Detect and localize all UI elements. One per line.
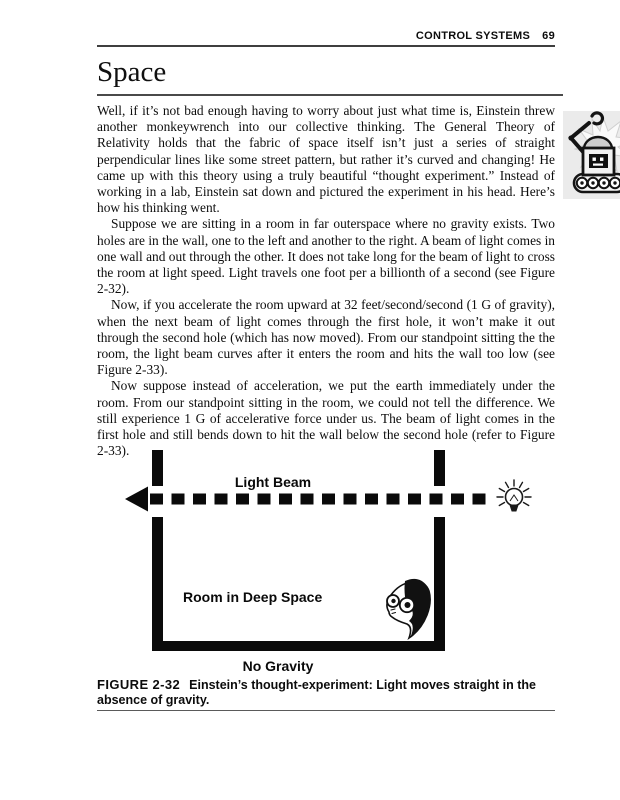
right-wall bbox=[434, 517, 445, 651]
page-number: 69 bbox=[542, 30, 555, 42]
section-title: Space bbox=[97, 56, 563, 96]
left-wall-top-stub bbox=[152, 450, 163, 486]
room-label: Room in Deep Space bbox=[183, 589, 323, 605]
left-wall bbox=[152, 517, 163, 651]
right-wall-top-stub bbox=[434, 450, 445, 486]
figure-diagram bbox=[110, 445, 555, 675]
paragraph-4: Now suppose instead of acceleration, we put the earth immediately under the room. From our standpoint sitting in the room, we could not tell the difference. We still experience 1 G of accelerative force under us. The beam of light comes in the first hole and still bends down to hit the wall below the second hole (refer to Figure 2-33). bbox=[97, 378, 555, 459]
robot-with-wrench-icon bbox=[563, 111, 620, 199]
robot-treads bbox=[574, 174, 620, 192]
figure-caption-text: Einstein’s thought-experiment: Light moves straight in the absence of gravity. bbox=[97, 678, 536, 707]
robot-icon bbox=[563, 111, 620, 199]
figure-caption bbox=[97, 677, 559, 708]
footer-rule bbox=[97, 710, 555, 711]
robot-body bbox=[583, 137, 614, 175]
light-beam-label: Light Beam bbox=[234, 474, 312, 490]
floor-wall bbox=[152, 641, 445, 651]
paragraph-1: Well, if it’s not bad enough having to worry about just what time is, Einstein threw another monkeywrench into our collective thinking. The General Theory of Relativity holds that the fabric of space itself isn’t just a series of straight perpendicular lines like some street pattern, but rather it’s curved and changing! He came up with this theory using a truly beautiful “thought experiment.” Instead of working in a lab, Einstein sat down and pictured the experiment in his head. Here’s how his thinking went. bbox=[97, 103, 555, 216]
running-head-text: CONTROL SYSTEMS bbox=[415, 30, 531, 42]
no-gravity-label: No Gravity bbox=[242, 658, 314, 674]
figure-caption-number: FIGURE 2-32 bbox=[97, 677, 181, 692]
figure-2-32 bbox=[110, 445, 555, 675]
light-bulb-icon bbox=[497, 480, 531, 511]
beam-arrow-left-icon bbox=[125, 487, 148, 512]
paragraph-3: Now, if you accelerate the room upward at 32 feet/second/second (1 G of gravity), when the next beam of light comes through the first hole, it won’t make it out through the second hole (which has now moved). From our standpoint sitting the the room, the light beam curves after it enters the room and hits the wall too low (see Figure 2-33). bbox=[97, 297, 555, 378]
body-text bbox=[97, 103, 555, 459]
person-looking-up-icon bbox=[387, 579, 431, 638]
paragraph-2: Suppose we are sitting in a room in far outerspace where no gravity exists. Two holes are in the wall, one to the left and another to the right. A beam of light comes in one wall and out through the other. It does not take long for the beam of light to cross the room at light speed. Light travels one foot per a billionth of a second (see Figure 2-32). bbox=[97, 216, 555, 297]
running-header bbox=[97, 30, 555, 47]
